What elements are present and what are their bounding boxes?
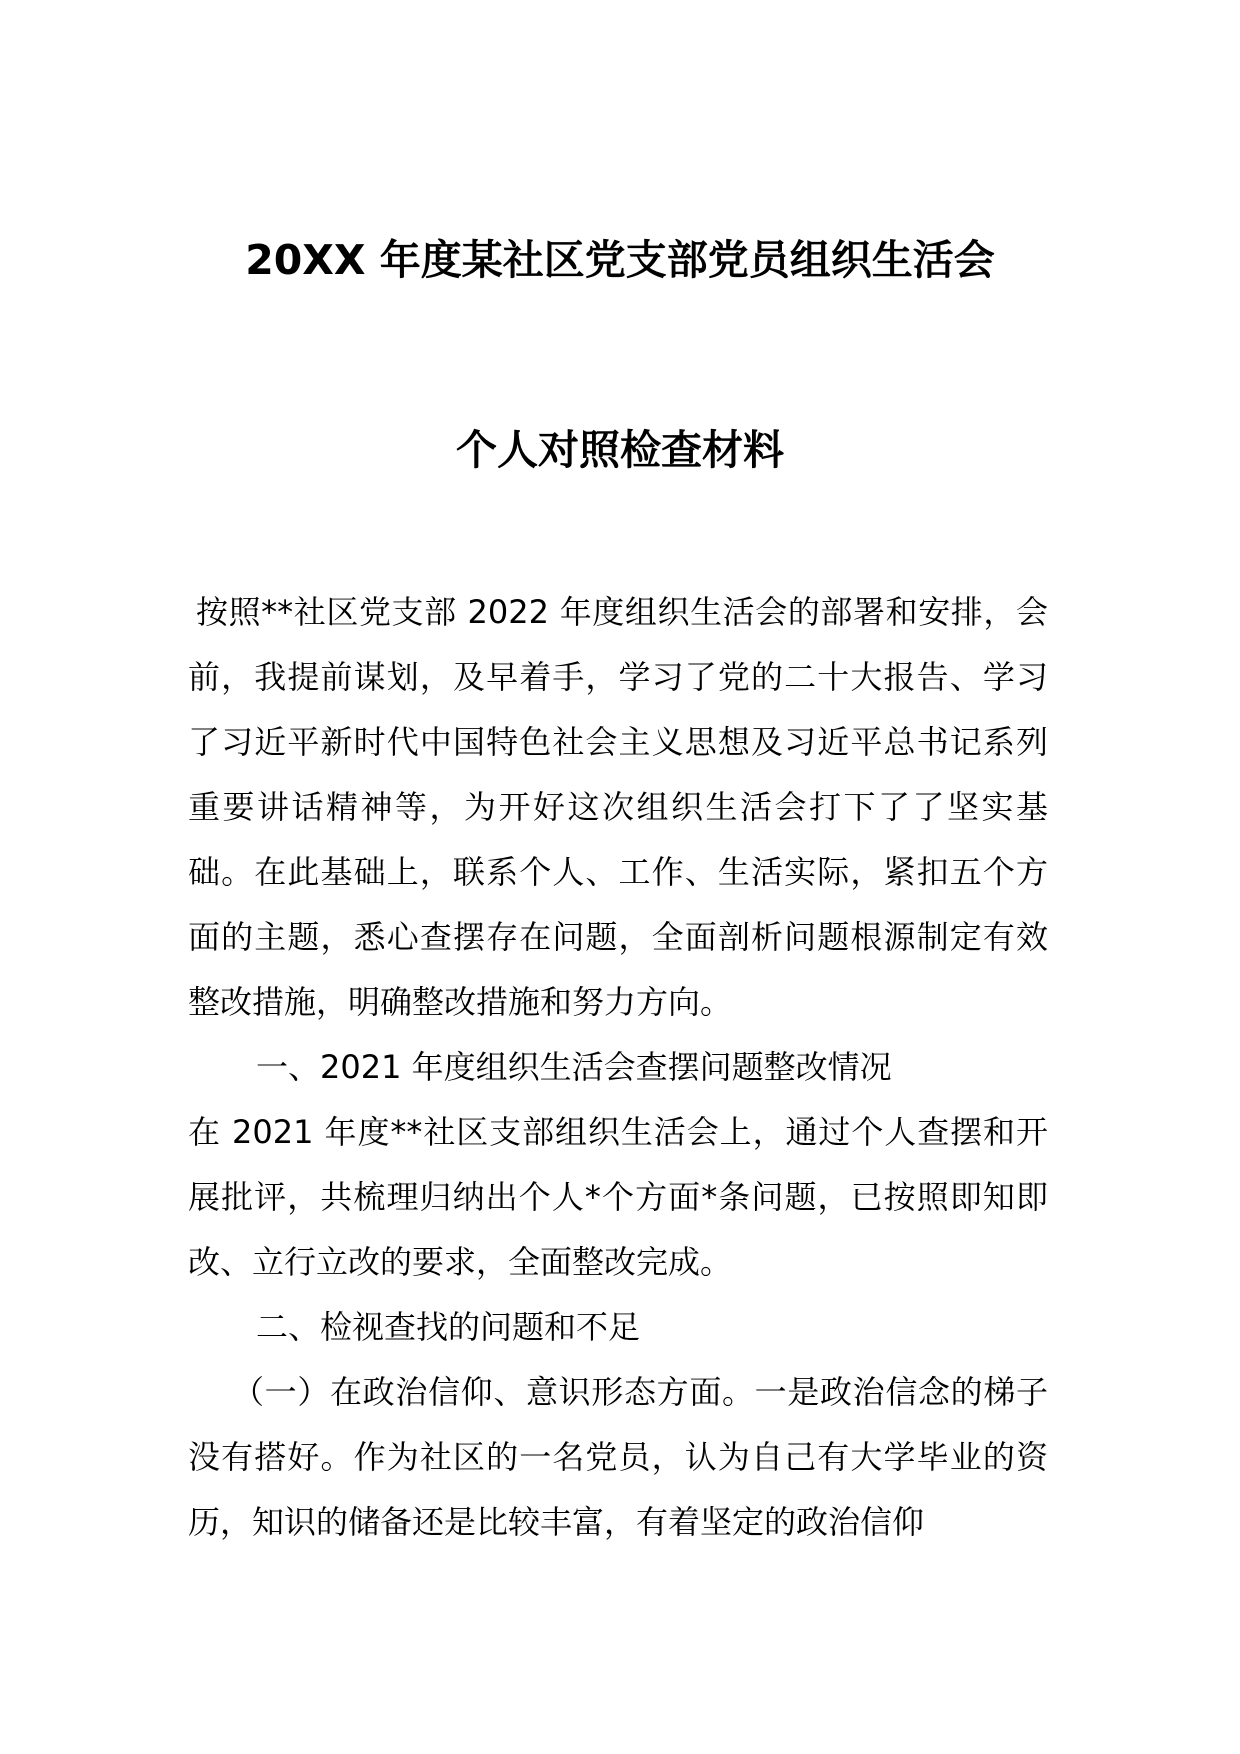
document-title-line-2: 个人对照检查材料 (456, 426, 784, 475)
document-body (188, 580, 1048, 1555)
document-title-line-1: 20XX 年度某社区党支部党员组织生活会 (245, 236, 995, 285)
section-heading-1: 一、2021 年度组织生活会查摆问题整改情况 (256, 1048, 892, 1086)
section-1-paragraph: 在 2021 年度**社区支部组织生活会上，通过个人查摆和开展批评，共梳理归纳出个人*个方面*条问题，已按照即知即改、立行立改的要求，全面整改完成。 (188, 1113, 1048, 1281)
section-heading-2: 二、检视查找的问题和不足 (256, 1308, 641, 1346)
intro-paragraph: 按照**社区党支部 2022 年度组织生活会的部署和安排，会前，我提前谋划，及早着手，学习了党的二十大报告、学习了习近平新时代中国特色社会主义思想及习近平总书记系列重要讲话精神等，为开好这次组织生活会打下了了坚实基础。在此基础上，联系个人、工作、生活实际，紧扣五个方面的主题，悉心查摆存在问题，全面剖析问题根源制定有效整改措施，明确整改措施和努力方向。 (188, 593, 1048, 1021)
subsection-paragraph-1: （一）在政治信仰、意识形态方面。一是政治信念的梯子没有搭好。作为社区的一名党员，认为自己有大学毕业的资历，知识的储备还是比较丰富，有着坚定的政治信仰 (188, 1373, 1048, 1541)
